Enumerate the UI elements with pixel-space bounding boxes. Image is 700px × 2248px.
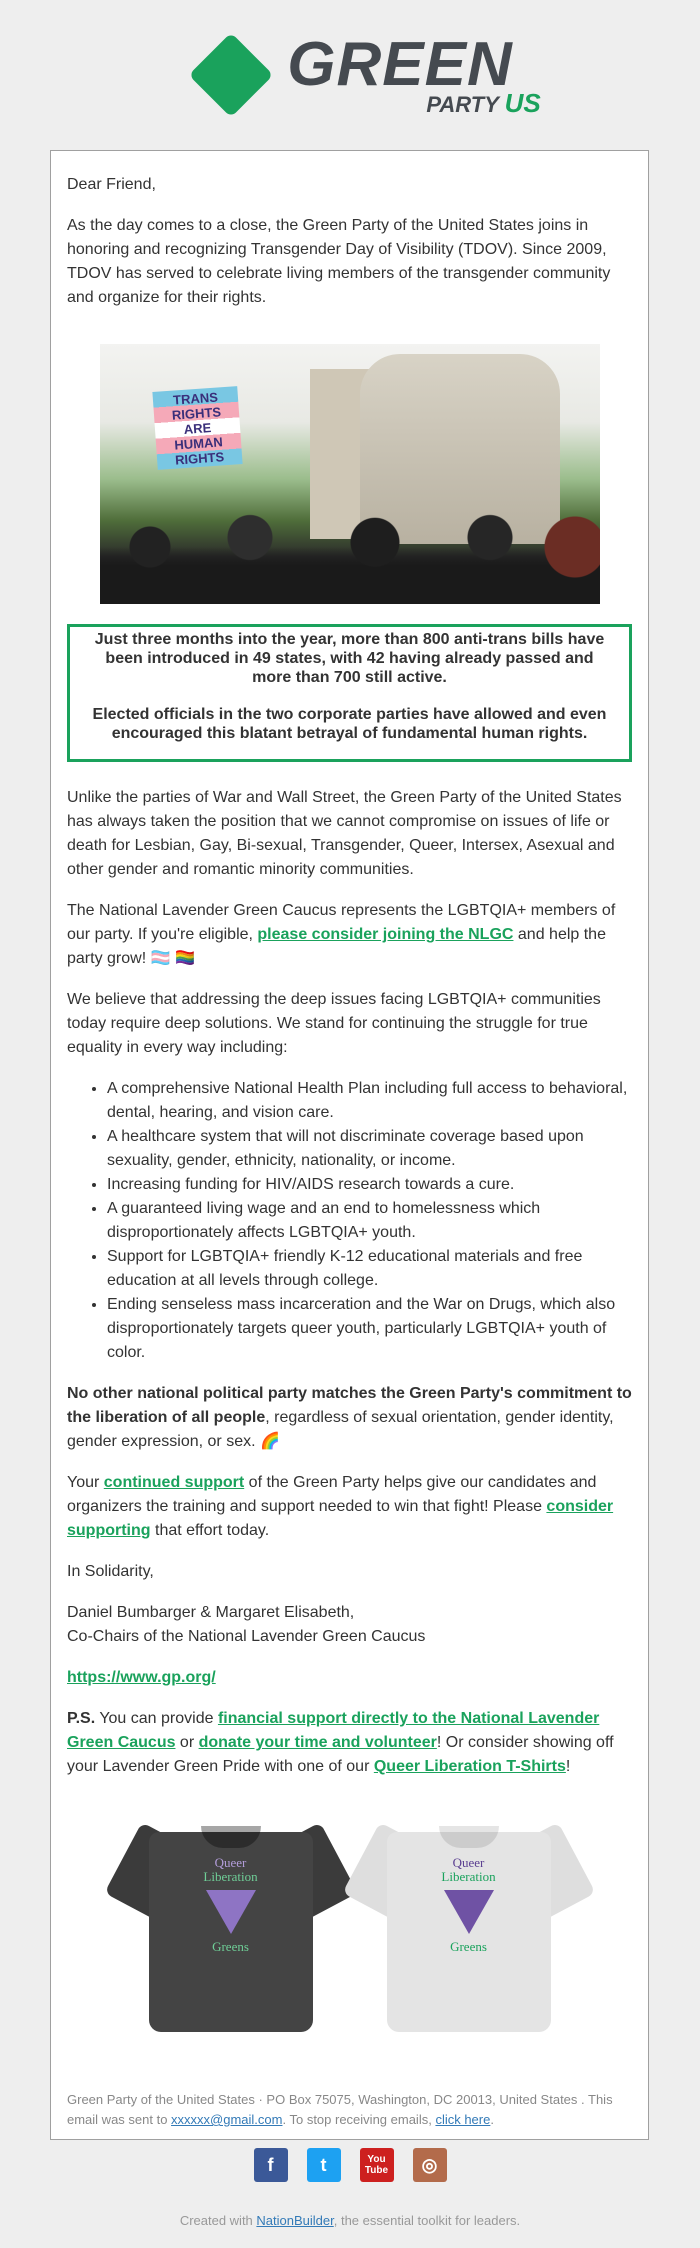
closing: In Solidarity, [67,1563,154,1580]
join-nlgc-link[interactable]: please consider joining the NLGC [257,926,514,943]
created-text: , the essential toolkit for leaders. [333,2213,521,2228]
nationbuilder-link[interactable]: NationBuilder [256,2213,334,2228]
financial-support-link[interactable]: financial support directly to the National Lavender Green Caucus [67,1710,600,1751]
shirt-triangle-icon [206,1890,256,1934]
sign-line: TRANS [172,389,218,408]
greeting: Dear Friend, [67,176,156,193]
shirt-text-greens: Greens [212,1939,249,1954]
ps-text: You can provide [95,1710,218,1727]
facebook-glyph: f [267,2154,274,2175]
youtube-glyph: You [367,2154,386,2165]
list-item: • Support for LGBTQIA+ friendly K-12 educational materials and free education at all levels through college. [107,1245,632,1293]
website-paragraph [67,1666,632,1690]
list-item: • Ending senseless mass incarceration and the War on Drugs, which also disproportionately targets queer youth, particularly LGBTQIA+ youth of color. [107,1293,632,1365]
continued-support-link[interactable]: continued support [103,1474,245,1491]
intro-paragraph: As the day comes to a close, the Green Party of the United States joins in honoring and recognizing Transgender Day of Visibility (TDOV). Since 2009, TDOV has served to celebrate living members of the transgender community and organize for their rights. [67,217,611,306]
light-tshirt[interactable] [357,1812,581,2036]
ps-text: or [175,1734,199,1751]
tshirts-link[interactable]: Queer Liberation T-Shirts [373,1758,566,1775]
youtube-glyph: Tube [364,2165,389,2176]
equality-list [67,1077,632,1365]
facebook-icon[interactable] [254,2148,288,2182]
list-item: • A comprehensive National Health Plan including full access to behavioral, dental, hearing, and vision care. [107,1077,632,1125]
email-footer [67,2090,632,2130]
list-item: • A guaranteed living wage and an end to homelessness which disproportionately affects LGBTQIA+ youth. [107,1197,632,1245]
shirt-text-liberation: Liberation [203,1869,258,1884]
signature [67,1601,632,1649]
rally-photo [100,344,600,604]
logo-us-text: US [504,88,541,118]
footer-text: . [490,2112,494,2127]
created-text: Created with [179,2213,257,2228]
instagram-icon[interactable] [413,2148,447,2182]
twitter-icon[interactable] [307,2148,341,2182]
commitment-rest: , regardless of sexual orientation, gender identity, gender expression, or sex. 🌈 [67,1409,614,1450]
support-paragraph [67,1471,632,1543]
youtube-icon[interactable] [360,2148,394,2182]
shirt-text-queer: Queer [214,1855,247,1870]
sign-line: RIGHTS [174,448,225,468]
support-text: Your [67,1474,104,1491]
war-wall-street-paragraph: Unlike the parties of War and Wall Street, the Green Party of the United States has always taken the position that we cannot compromise on issues of life or death for Lesbian, Gay, Bi-sexual, Transgender, Queer, Intersex, Asexual and other gender and romantic minority communities. [67,789,622,878]
footer-text: . To stop receiving emails, [282,2112,436,2127]
nlgc-paragraph [67,899,632,971]
callout-text-1: Just three months into the year, more than 800 anti-trans bills have been introduced in 49 states, with 42 having already passed and more than 700 still active. [94,631,605,686]
support-text: that effort today. [150,1522,270,1539]
logo-text [287,30,541,118]
list-item: • Increasing funding for HIV/AIDS research towards a cure. [107,1173,632,1197]
email-card [50,150,649,2140]
nlgc-text: The National Lavender Green Caucus represents the LGBTQIA+ members of our party. If you're eligible, [67,902,616,943]
commitment-paragraph [67,1382,632,1454]
nlgc-text-end: and help the party grow! 🏳️‍⚧️ 🏳️‍🌈 [67,926,606,967]
logo-subtext [287,90,540,116]
believe-paragraph: We believe that addressing the deep issues facing LGBTQIA+ communities today require deep solutions. We stand for continuing the struggle for true equality in every way including: [67,991,601,1056]
shirt-text-liberation: Liberation [441,1869,496,1884]
consider-supporting-link[interactable]: consider supporting [67,1498,614,1539]
callout-text-2: Elected officials in the two corporate parties have allowed and even encouraged this blatant betrayal of fundamental human rights. [92,706,607,742]
anti-trans-bills-callout [67,624,632,762]
shirt-text-queer: Queer [452,1855,485,1870]
social-links [0,2148,700,2182]
footer-address: Green Party of the United States · PO Box 75075, Washington, DC 20013, United States . This email was sent to [67,2092,613,2127]
ps-label: P.S. [67,1710,96,1727]
commitment-bold: No other national political party matches the Green Party's commitment to the liberation of all people [67,1385,632,1426]
shirt-text-greens: Greens [450,1939,487,1954]
green-party-logo[interactable] [187,30,541,118]
logo-diamond-icon [189,33,274,118]
support-text: of the Green Party helps give our candidates and organizers the training and support needed to win that fight! Please [67,1474,597,1515]
shirt-triangle-icon [444,1890,494,1934]
sign-line: HUMAN [173,433,223,453]
website-link[interactable]: https://www.gp.org/ [67,1669,216,1686]
ps-text: ! [565,1758,571,1775]
unsubscribe-link[interactable]: click here [435,2112,491,2127]
email-body [51,151,648,2130]
instagram-glyph: ◎ [421,2154,438,2175]
trans-rights-sign [152,386,242,470]
twitter-glyph: t [320,2154,327,2175]
ps-text: ! Or consider showing off your Lavender Green Pride with one of our [67,1734,614,1775]
volunteer-link[interactable]: donate your time and volunteer [198,1734,437,1751]
sign-line: RIGHTS [170,403,221,423]
header [0,0,700,150]
sign-line: ARE [182,419,212,437]
signers: Daniel Bumbarger & Margaret Elisabeth, [67,1604,355,1621]
logo-main-text: GREEN [287,30,513,99]
logo-party-text: PARTY [426,92,499,117]
photo-crowd [100,509,600,604]
ps-paragraph [67,1707,632,1779]
recipient-email-link[interactable]: xxxxxx@gmail.com [171,2112,283,2127]
created-with [0,2213,700,2228]
tshirt-images [67,1812,632,2036]
signers-title: Co-Chairs of the National Lavender Green Caucus [67,1628,426,1645]
list-item: • A healthcare system that will not discriminate coverage based upon sexuality, gender, ethnicity, nationality, or income. [107,1125,632,1173]
dark-tshirt[interactable] [119,1812,343,2036]
